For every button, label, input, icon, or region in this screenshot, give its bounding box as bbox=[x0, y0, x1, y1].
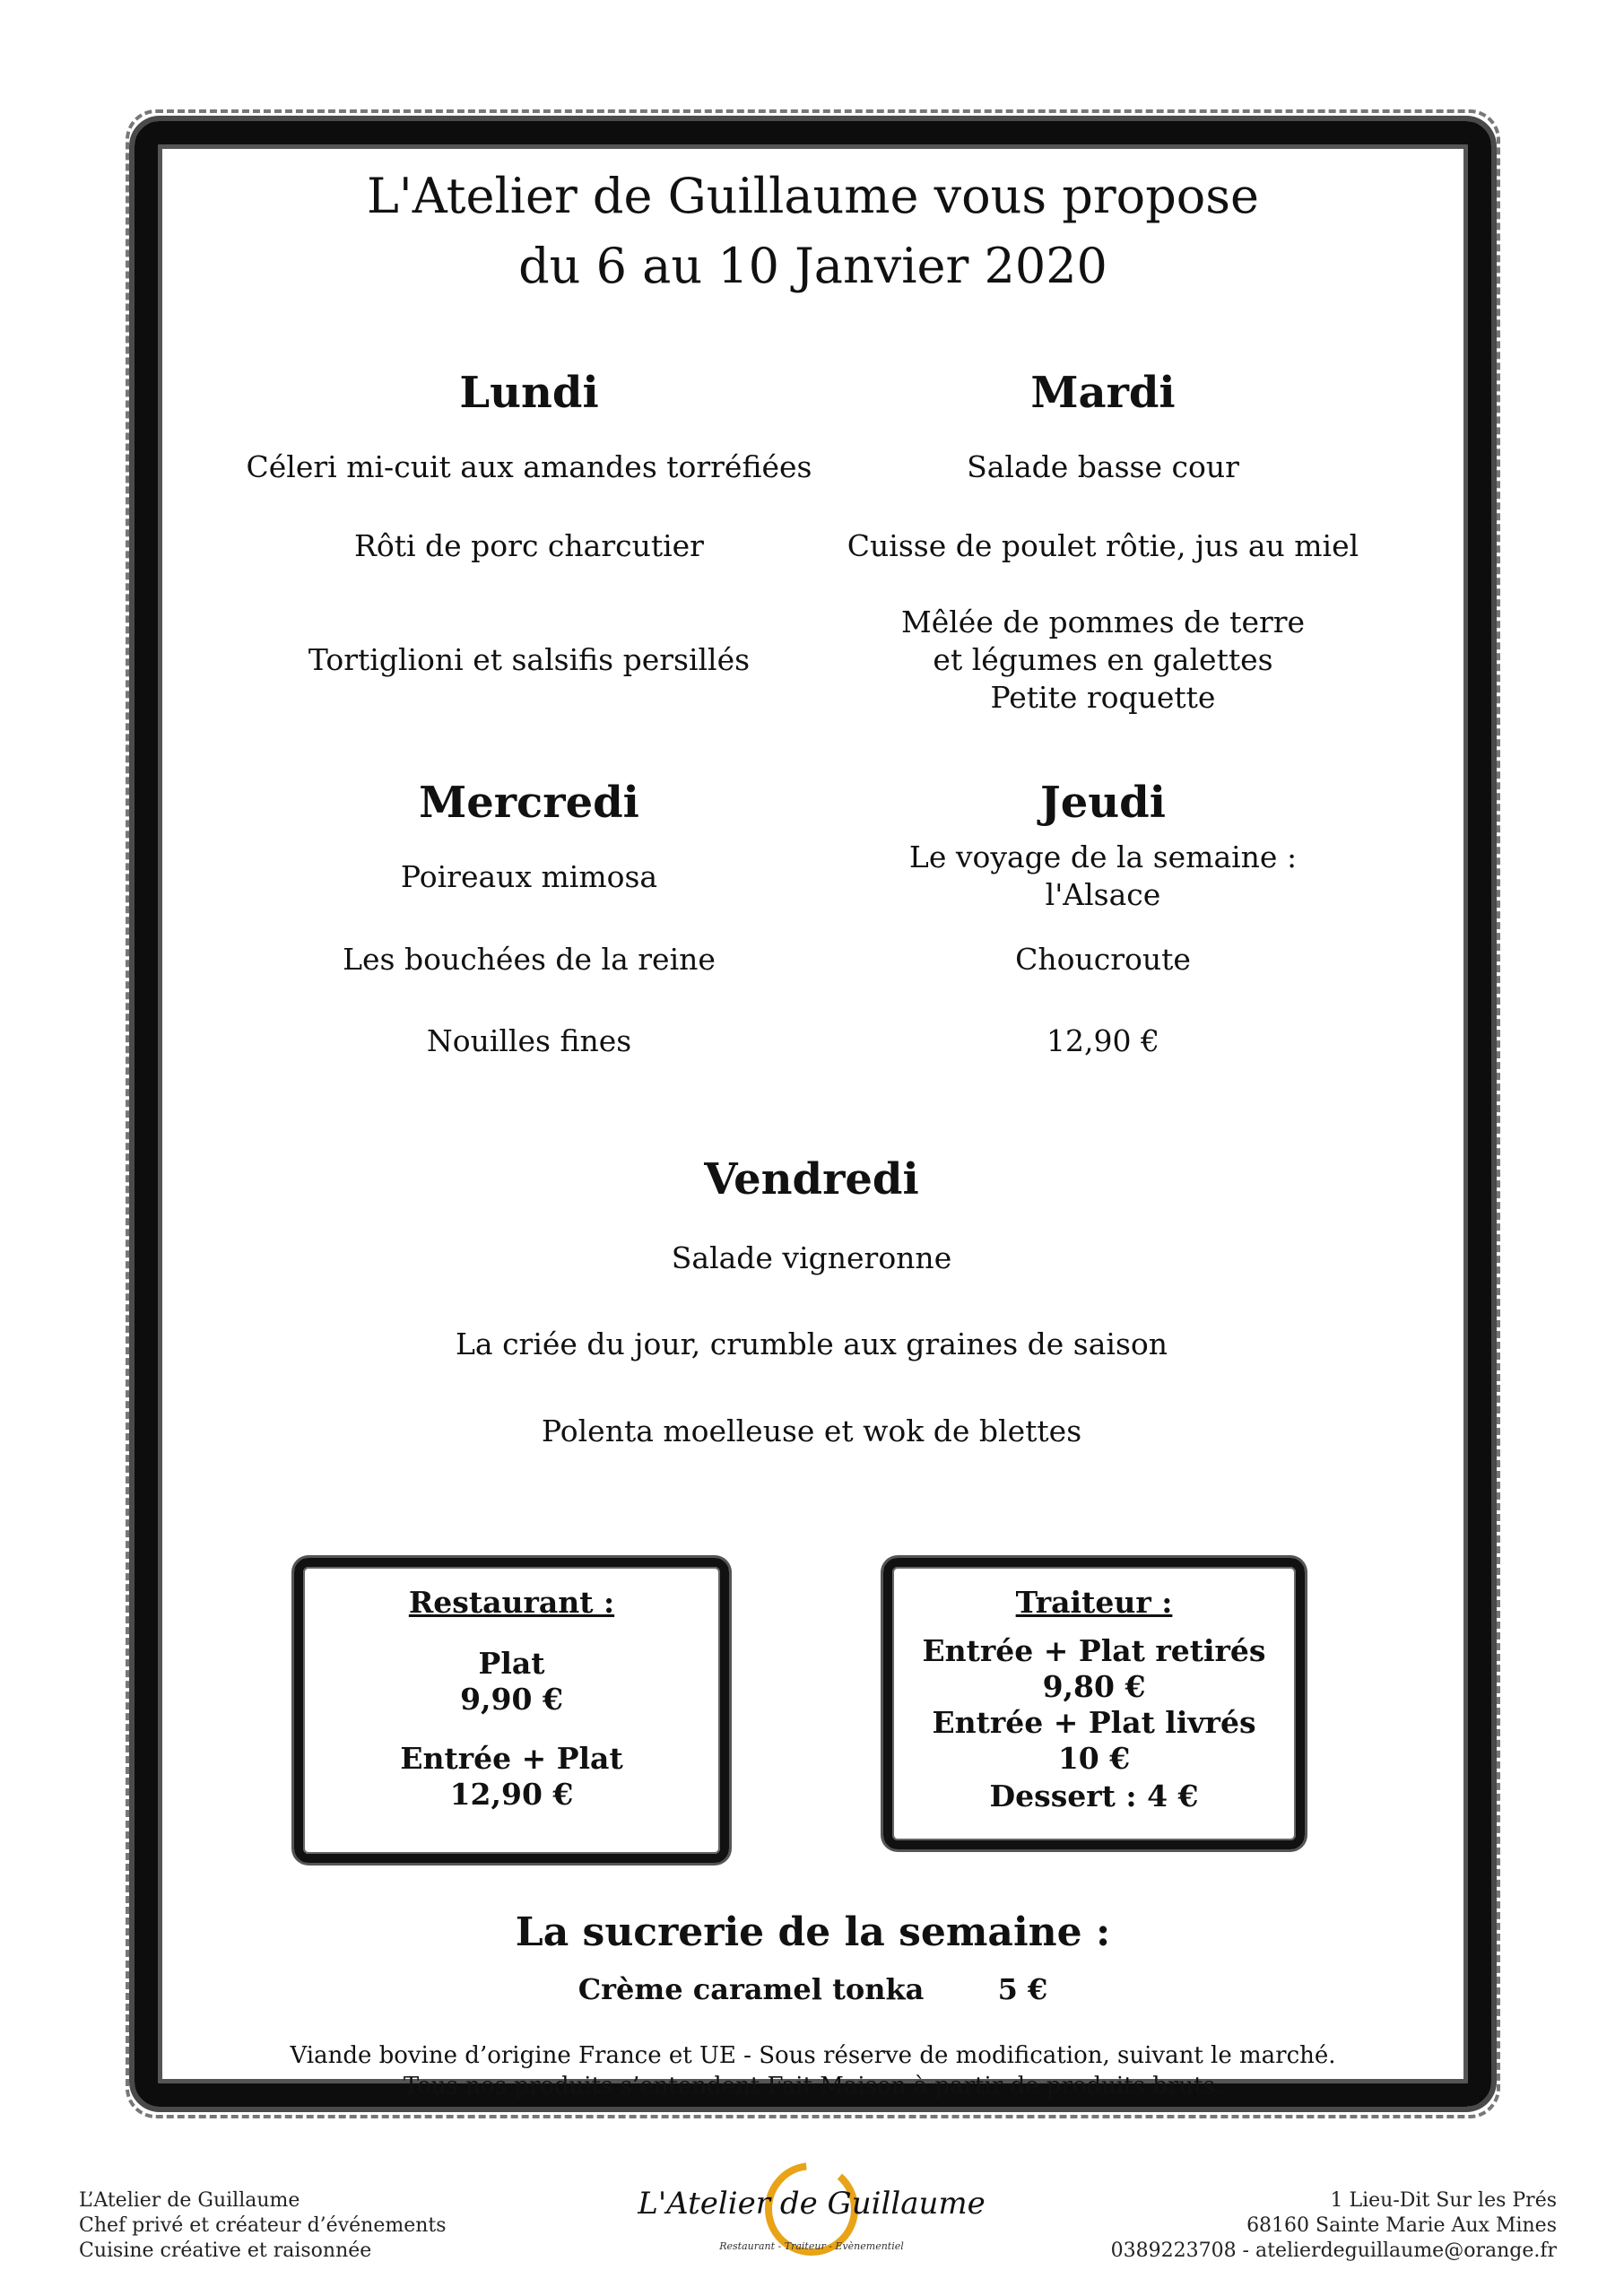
menu-item: Rôti de porc charcutier bbox=[354, 528, 704, 563]
restaurant-line: 9,90 € bbox=[460, 1682, 563, 1717]
traiteur-box bbox=[883, 1558, 1305, 1849]
logo-mark bbox=[638, 2160, 986, 2267]
restaurant-line: Entrée + Plat bbox=[400, 1741, 623, 1776]
traiteur-line: Entrée + Plat retirés bbox=[922, 1633, 1266, 1668]
sucrerie-title: La sucrerie de la semaine : bbox=[515, 1909, 1111, 1955]
menu-item: Mêlée de pommes de terre bbox=[900, 604, 1306, 639]
footer-left bbox=[79, 2188, 447, 2264]
menu-item: Polenta moelleuse et wok de blettes bbox=[541, 1413, 1082, 1448]
menu-item: Petite roquette bbox=[990, 680, 1216, 715]
footer-line: L’Atelier de Guillaume bbox=[79, 2189, 300, 2212]
restaurant-box bbox=[294, 1558, 729, 1863]
menu-item: Céleri mi-cuit aux amandes torréfiées bbox=[246, 449, 812, 484]
day-title: Mardi bbox=[1030, 368, 1176, 418]
note-line: Tous nos produits s’entendent Fait Maison à partir de produits bruts. bbox=[403, 2073, 1223, 2100]
sucrerie-item: Crème caramel tonka bbox=[578, 1972, 925, 2006]
menu-item: Choucroute bbox=[1015, 942, 1191, 977]
menu-item: l'Alsace bbox=[1045, 877, 1161, 912]
menu-item: Les bouchées de la reine bbox=[343, 942, 716, 977]
title-line-1: L'Atelier de Guillaume vous propose bbox=[367, 168, 1259, 224]
day-mardi bbox=[780, 366, 1426, 715]
footer-line: 1 Lieu-Dit Sur les Prés bbox=[1330, 2189, 1557, 2212]
day-title: Mercredi bbox=[419, 778, 639, 828]
restaurant-title: Restaurant : bbox=[408, 1585, 615, 1620]
day-title: Vendredi bbox=[704, 1154, 919, 1205]
menu-item: La criée du jour, crumble aux graines de saison bbox=[455, 1326, 1168, 1361]
footer-line: Chef privé et créateur d’événements bbox=[79, 2214, 447, 2237]
footer-line: Cuisine créative et raisonnée bbox=[79, 2239, 372, 2262]
traiteur-line: Dessert : 4 € bbox=[989, 1779, 1199, 1813]
restaurant-line: 12,90 € bbox=[449, 1777, 574, 1812]
title-line-2: du 6 au 10 Janvier 2020 bbox=[518, 238, 1107, 294]
logo-tagline: Restaurant - Traiteur - Evènementiel bbox=[719, 2240, 904, 2252]
legal-notes bbox=[135, 2040, 1491, 2101]
menu-item: 12,90 € bbox=[1046, 1023, 1159, 1058]
menu-item: Salade vigneronne bbox=[671, 1240, 952, 1275]
sucrerie-line bbox=[135, 1970, 1491, 2008]
day-title: Jeudi bbox=[1040, 778, 1166, 828]
day-lundi bbox=[206, 366, 852, 677]
traiteur-line: 10 € bbox=[1057, 1741, 1131, 1776]
day-vendredi bbox=[455, 1152, 1168, 1448]
day-mercredi bbox=[206, 776, 852, 1058]
footer-line: 68160 Sainte Marie Aux Mines bbox=[1246, 2214, 1557, 2237]
day-title: Lundi bbox=[459, 368, 599, 418]
footer-contact[interactable]: 0389223708 - atelierdeguillaume@orange.fr bbox=[1110, 2239, 1557, 2262]
brand-logo bbox=[638, 2160, 986, 2267]
footer-right bbox=[1111, 2188, 1557, 2264]
menu-item: Le voyage de la semaine : bbox=[908, 839, 1298, 874]
traiteur-line: 9,80 € bbox=[1042, 1669, 1146, 1704]
page-title bbox=[135, 161, 1491, 301]
restaurant-line: Plat bbox=[478, 1646, 545, 1681]
menu-item: et légumes en galettes bbox=[933, 642, 1273, 677]
menu-item: Cuisse de poulet rôtie, jus au miel bbox=[847, 528, 1359, 563]
menu-item: Poireaux mimosa bbox=[400, 859, 658, 894]
sucrerie-price: 5 € bbox=[997, 1972, 1048, 2006]
day-jeudi bbox=[780, 776, 1426, 1058]
traiteur-title: Traiteur : bbox=[1015, 1585, 1173, 1620]
logo-text: L'Atelier de Guillaume bbox=[638, 2186, 986, 2222]
menu-item: Nouilles fines bbox=[426, 1023, 632, 1058]
traiteur-line: Entrée + Plat livrés bbox=[932, 1705, 1256, 1740]
note-line: Viande bovine d’origine France et UE - Sous réserve de modification, suivant le marché. bbox=[290, 2042, 1336, 2069]
menu-item: Tortiglioni et salsifis persillés bbox=[308, 642, 751, 677]
menu-item: Salade basse cour bbox=[967, 449, 1239, 484]
